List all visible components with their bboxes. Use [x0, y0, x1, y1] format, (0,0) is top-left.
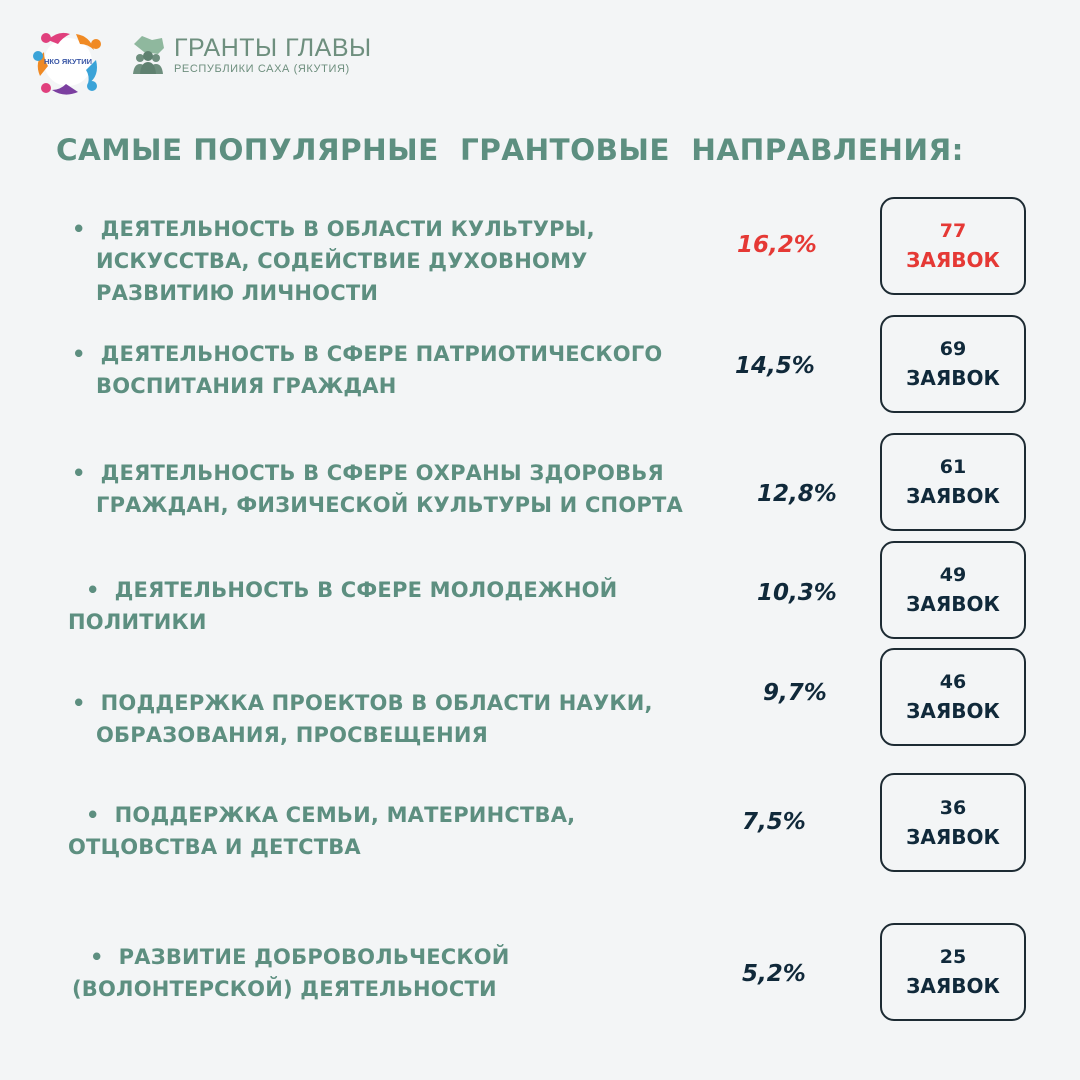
grant-direction-7 [72, 941, 510, 1005]
item-line: ДЕЯТЕЛЬНОСТЬ В СФЕРЕ МОЛОДЕЖНОЙ [114, 578, 618, 602]
percent-value: 14,5% [735, 353, 815, 379]
applications-unit: ЗАЯВОК [906, 592, 1000, 616]
grants-logo [130, 34, 372, 76]
applications-unit: ЗАЯВОК [906, 366, 1000, 390]
applications-unit: ЗАЯВОК [906, 699, 1000, 723]
item-line: ВОСПИТАНИЯ ГРАЖДАН [96, 374, 397, 398]
item-line: РАЗВИТИЕ ДОБРОВОЛЬЧЕСКОЙ [118, 945, 510, 969]
grants-logo-title: ГРАНТЫ ГЛАВЫ [174, 33, 372, 62]
bullet-icon: • [90, 945, 104, 969]
nko-yakutii-logo [30, 26, 106, 98]
applications-count-box [880, 541, 1026, 639]
nko-logo-text: НКО ЯКУТИИ [43, 57, 93, 66]
grant-direction-2 [72, 338, 662, 402]
grant-direction-1 [72, 213, 595, 309]
bullet-icon: • [72, 217, 86, 241]
item-line: РАЗВИТИЮ ЛИЧНОСТИ [96, 281, 379, 305]
applications-unit: ЗАЯВОК [906, 484, 1000, 508]
people-group-icon [130, 34, 166, 76]
applications-unit: ЗАЯВОК [906, 824, 1000, 849]
bullet-icon: • [72, 342, 86, 366]
page-title: САМЫЕ ПОПУЛЯРНЫЕ ГРАНТОВЫЕ НАПРАВЛЕНИЯ: [56, 133, 964, 167]
applications-unit: ЗАЯВОК [906, 248, 1000, 272]
applications-unit: ЗАЯВОК [906, 974, 1000, 998]
percent-value: 12,8% [757, 481, 837, 507]
item-line: ИСКУССТВА, СОДЕЙСТВИЕ ДУХОВНОМУ [96, 249, 588, 273]
grant-direction-5 [72, 687, 653, 751]
applications-count: 46 [939, 671, 967, 693]
item-line: ПОДДЕРЖКА СЕМЬИ, МАТЕРИНСТВА, [114, 803, 576, 827]
item-line: (ВОЛОНТЕРСКОЙ) ДЕЯТЕЛЬНОСТИ [72, 977, 497, 1001]
grants-logo-subtitle: РЕСПУБЛИКИ САХА (ЯКУТИЯ) [174, 62, 350, 75]
nko-people-circle-icon [30, 26, 106, 98]
applications-count-box [880, 433, 1026, 531]
applications-count: 36 [939, 796, 967, 819]
percent-value: 5,2% [742, 961, 806, 987]
percent-value: 16,2% [737, 232, 817, 258]
bullet-icon: • [72, 461, 86, 485]
item-line: ОБРАЗОВАНИЯ, ПРОСВЕЩЕНИЯ [96, 723, 489, 747]
applications-count: 77 [939, 220, 967, 242]
item-line: ДЕЯТЕЛЬНОСТЬ В СФЕРЕ ОХРАНЫ ЗДОРОВЬЯ [100, 461, 664, 485]
grant-direction-4 [68, 574, 617, 638]
percent-value: 7,5% [742, 809, 806, 835]
item-line: ДЕЯТЕЛЬНОСТЬ В ОБЛАСТИ КУЛЬТУРЫ, [100, 217, 595, 241]
applications-count-box [880, 923, 1026, 1021]
item-line: ОТЦОВСТВА И ДЕТСТВА [68, 835, 361, 859]
bullet-icon: • [72, 691, 86, 715]
applications-count: 61 [939, 456, 967, 478]
applications-count-box [880, 197, 1026, 295]
applications-count-box [880, 315, 1026, 413]
applications-count: 69 [939, 338, 967, 360]
percent-value: 10,3% [757, 580, 837, 606]
item-line: ГРАЖДАН, ФИЗИЧЕСКОЙ КУЛЬТУРЫ И СПОРТА [96, 493, 683, 517]
item-line: ДЕЯТЕЛЬНОСТЬ В СФЕРЕ ПАТРИОТИЧЕСКОГО [100, 342, 663, 366]
bullet-icon: • [86, 578, 100, 602]
grant-direction-3 [72, 457, 683, 521]
applications-count-box [880, 773, 1026, 872]
applications-count: 49 [939, 564, 967, 586]
bullet-icon: • [86, 803, 100, 827]
applications-count: 25 [939, 946, 967, 968]
grant-direction-6 [68, 799, 575, 863]
item-line: ПОДДЕРЖКА ПРОЕКТОВ В ОБЛАСТИ НАУКИ, [100, 691, 653, 715]
percent-value: 9,7% [763, 680, 827, 706]
item-line: ПОЛИТИКИ [68, 610, 207, 634]
applications-count-box [880, 648, 1026, 746]
